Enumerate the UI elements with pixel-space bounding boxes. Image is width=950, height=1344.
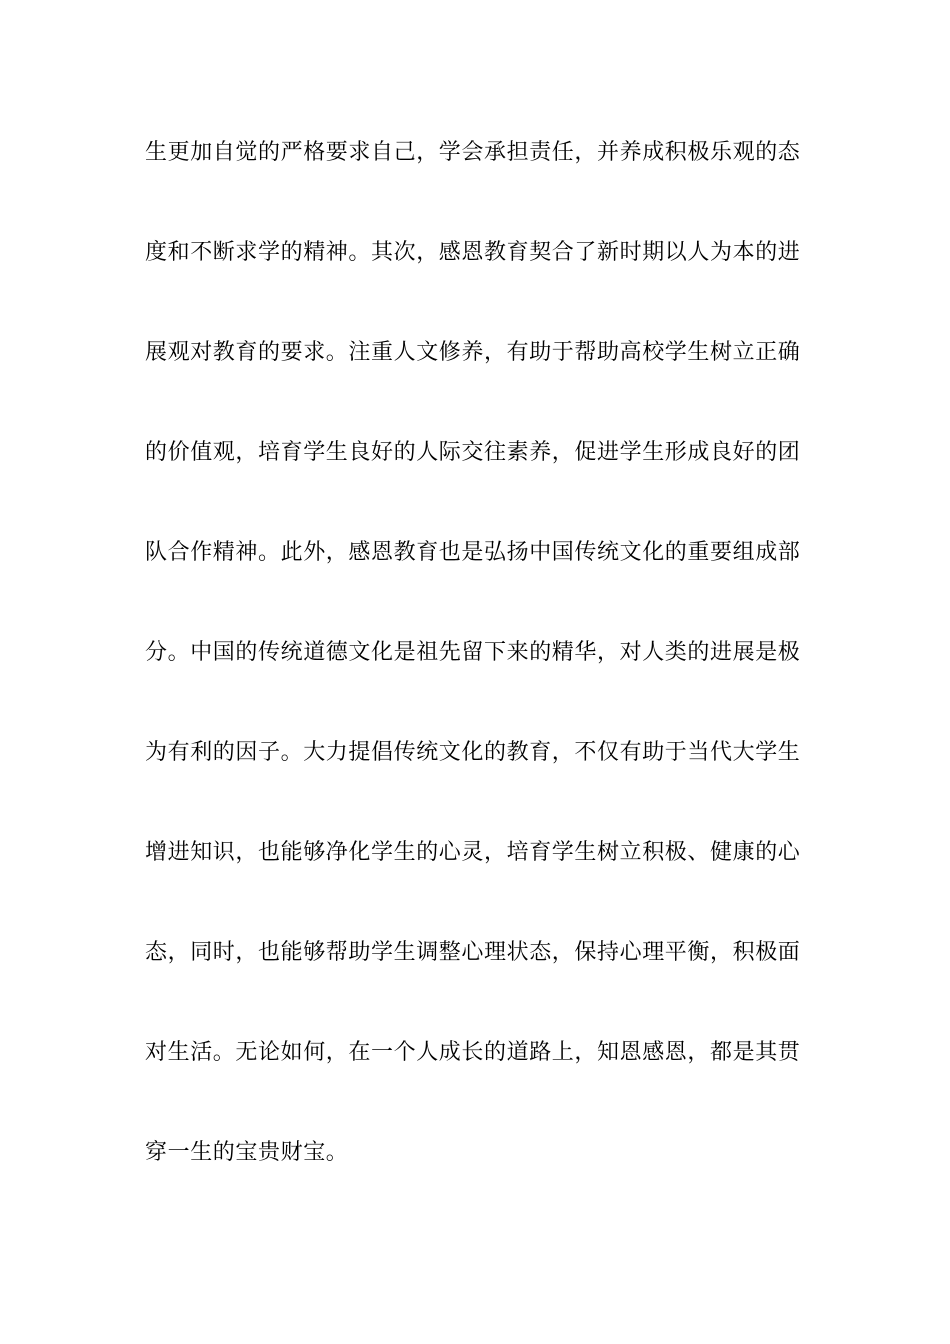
text-line: 为有利的因子。大力提倡传统文化的教育，不仅有助于当代大学生	[145, 740, 801, 765]
text-line: 生更加自觉的严格要求自己，学会承担责任，并养成积极乐观的态	[145, 140, 801, 165]
text-line: 的价值观，培育学生良好的人际交往素养，促进学生形成良好的团	[145, 440, 801, 465]
text-line: 度和不断求学的精神。其次，感恩教育契合了新时期以人为本的进	[145, 240, 801, 265]
text-line: 穿一生的宝贵财宝。	[145, 1140, 349, 1165]
text-line: 队合作精神。此外，感恩教育也是弘扬中国传统文化的重要组成部	[145, 540, 801, 565]
text-line: 展观对教育的要求。注重人文修养，有助于帮助高校学生树立正确	[145, 340, 801, 365]
text-line: 分。中国的传统道德文化是祖先留下来的精华，对人类的进展是极	[145, 640, 801, 665]
text-line: 对生活。无论如何，在一个人成长的道路上，知恩感恩，都是其贯	[145, 1040, 801, 1065]
text-line: 增进知识，也能够净化学生的心灵，培育学生树立积极、健康的心	[145, 840, 801, 865]
body-paragraph	[145, 127, 815, 1227]
text-line: 态，同时，也能够帮助学生调整心理状态，保持心理平衡，积极面	[145, 940, 801, 965]
